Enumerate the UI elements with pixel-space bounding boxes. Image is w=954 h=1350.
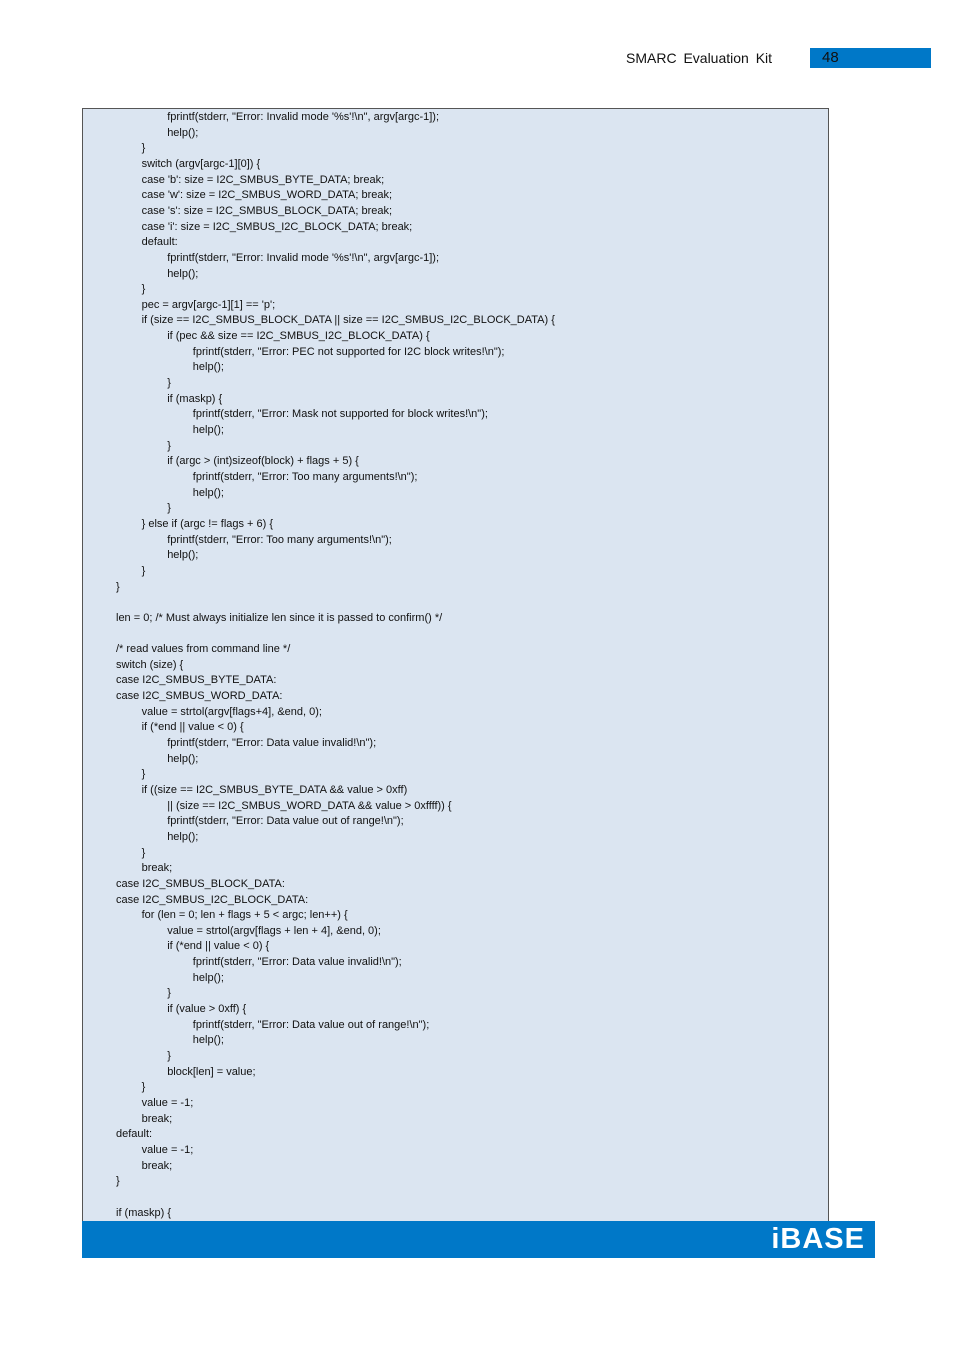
code-line: help(); [167,752,199,765]
code-line: fprintf(stderr, "Error: Too many arguments!\n"); [192,470,418,483]
code-line: } [116,580,120,593]
code-line: } [141,564,146,577]
page-number: 48 [822,49,839,66]
code-line: } else if (argc != flags + 6) { [141,517,274,530]
code-line: case I2C_SMBUS_I2C_BLOCK_DATA: [116,893,309,906]
code-line: } [167,377,171,390]
code-line: if (*end || value < 0) { [167,940,270,953]
code-line: break; [141,862,173,875]
code-line: break; [141,1112,173,1125]
code-line: if (pec && size == I2C_SMBUS_I2C_BLOCK_DATA) { [167,330,430,343]
document-title: SMARC Evaluation Kit [626,50,773,66]
code-line: help(); [192,1034,224,1047]
code-line: if (argc > (int)sizeof(block) + flags + 5) { [167,455,359,468]
code-line: } [141,283,146,296]
code-line: } [167,439,171,452]
code-line: } [141,768,146,781]
code-line: /* read values from command line */ [116,643,291,656]
code-line: case I2C_SMBUS_WORD_DATA: [116,690,283,703]
code-line: help(); [167,830,199,843]
code-line: } [116,1175,120,1188]
code-line: fprintf(stderr, "Error: Data value invalid!\n"); [167,737,377,749]
code-line: for (len = 0; len + flags + 5 < argc; len++) { [141,909,348,922]
code-line: case 'w': size = I2C_SMBUS_WORD_DATA; break; [141,189,393,202]
code-line: switch (argv[argc-1][0]) { [141,157,261,170]
code-line: help(); [192,361,224,374]
code-line: default: [141,236,178,249]
code-line: value = strtol(argv[flags + len + 4], &end, 0); [167,924,381,937]
code-line: case 'b': size = I2C_SMBUS_BYTE_DATA; break; [141,173,385,186]
code-line: if (size == I2C_SMBUS_BLOCK_DATA || size == I2C_SMBUS_I2C_BLOCK_DATA) { [141,314,555,327]
code-line: len = 0; /* Must always initialize len since it is passed to confirm() */ [116,611,443,624]
code-line: break; [141,1159,173,1172]
code-line: help(); [167,126,199,139]
code-line: help(); [192,486,224,499]
code-line: fprintf(stderr, "Error: Too many arguments!\n"); [167,533,392,546]
code-line: } [167,1050,171,1062]
ibase-logo: iBASE [771,1223,865,1255]
code-line: fprintf(stderr, "Error: Data value out of range!\n"); [167,815,404,828]
code-listing [82,108,829,1222]
code-line: } [141,142,146,155]
code-line: fprintf(stderr, "Error: PEC not supported for I2C block writes!\n"); [192,345,505,358]
code-line: fprintf(stderr, "Error: Data value invalid!\n"); [192,956,402,969]
code-line: case 'i': size = I2C_SMBUS_I2C_BLOCK_DATA; break; [141,220,413,233]
code-line: fprintf(stderr, "Error: Data value out of range!\n"); [192,1018,430,1031]
page-number-badge [810,48,931,68]
code-line: case I2C_SMBUS_BYTE_DATA: [116,674,277,687]
code-line: } [141,1081,146,1094]
code-line: block[len] = value; [167,1065,256,1078]
code-line: } [167,502,171,515]
code-line: fprintf(stderr, "Error: Invalid mode '%s'!\n", argv[argc-1]); [167,111,440,123]
code-line: pec = argv[argc-1][1] == 'p'; [141,298,276,311]
code-line: value = strtol(argv[flags+4], &end, 0); [141,705,322,718]
code-line: help(); [192,971,224,984]
code-line: if ((size == I2C_SMBUS_BYTE_DATA && value > 0xff) [141,783,408,796]
code-line: } [141,846,146,859]
code-line: fprintf(stderr, "Error: Invalid mode '%s'!\n", argv[argc-1]); [167,251,440,264]
code-line: if (*end || value < 0) { [141,721,244,734]
code-line: } [167,987,171,1000]
code-line: fprintf(stderr, "Error: Mask not supported for block writes!\n"); [192,408,488,421]
code-line: value = -1; [141,1143,194,1156]
code-line: case 's': size = I2C_SMBUS_BLOCK_DATA; break; [141,204,393,217]
code-line: help(); [192,424,224,436]
code-line: if (maskp) { [167,392,223,405]
code-line: value = -1; [141,1096,194,1109]
code-line: default: [116,1128,153,1141]
code-line: if (value > 0xff) { [167,1003,247,1016]
code-line: help(); [167,267,199,280]
code-line: if (maskp) { [116,1206,172,1219]
footer-bar [82,1221,875,1258]
code-line: case I2C_SMBUS_BLOCK_DATA: [116,877,285,890]
code-line: || (size == I2C_SMBUS_WORD_DATA && value > 0xffff)) { [167,799,452,812]
code-line: switch (size) { [116,658,184,671]
code-line: help(); [167,549,199,562]
